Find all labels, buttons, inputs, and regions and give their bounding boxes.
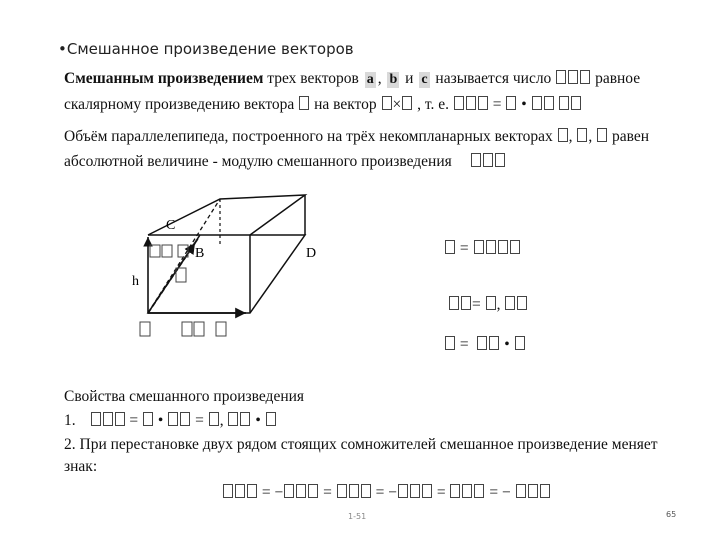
properties-heading: Свойства смешанного произведения	[64, 388, 305, 405]
definition-text-2: называется число	[435, 70, 552, 87]
definition-line-2: скалярному произведению вектора на вектор × , т. е. = •	[64, 96, 582, 114]
formula-glyph-box: , ,	[557, 128, 609, 145]
title-bullet: •	[58, 40, 67, 58]
label-b: B	[195, 246, 205, 261]
definition-text-4: скалярному произведению вектора	[64, 96, 295, 113]
figure-glyph-box	[182, 322, 192, 336]
property-2-cont: знак:	[64, 458, 98, 475]
property-1-number: 1.	[64, 412, 76, 429]
permutation-formula: = − = = − = = −	[222, 484, 551, 502]
parallelepiped-diagram	[120, 185, 340, 345]
definition-term: Смешанным произведением	[64, 70, 264, 87]
title-text: Смешанное произведение векторов	[66, 40, 354, 58]
volume-text-1: Объём параллелепипеда, построенного на трёх некомпланарных векторах	[64, 128, 553, 145]
property-2: 2. При перестановке двух рядом стоящих сомножителей смешанное произведение меняет	[64, 436, 658, 453]
property-1-formula: = • = , •	[90, 412, 277, 429]
volume-dot-formula: = •	[444, 336, 526, 354]
figure-glyph-box	[194, 322, 204, 336]
volume-line-1	[64, 128, 649, 146]
label-d: D	[306, 246, 317, 261]
volume-formula: =	[444, 240, 521, 258]
figure-glyph-box	[216, 322, 226, 336]
formula-glyph-box	[470, 153, 506, 170]
footer-slide-number: 1-51	[348, 512, 367, 521]
definition-text-6: , т. е.	[417, 96, 449, 113]
label-h: h	[132, 274, 139, 289]
vector-b-label: b	[389, 72, 398, 87]
definition-line-1: Смешанным произведением трех векторов a , b и c называется число равное	[64, 70, 641, 87]
figure-glyph-box	[162, 245, 172, 257]
formula-glyph-box	[298, 96, 310, 113]
definition-text-3: равное	[595, 70, 641, 87]
figure-glyph-box	[150, 245, 160, 257]
label-c: C	[166, 218, 176, 233]
definition-text-5: на вектор	[314, 96, 377, 113]
page-number: 65	[666, 510, 677, 519]
figure-glyph-box	[140, 322, 150, 336]
definition-text-1: трех векторов	[267, 70, 359, 87]
formula-glyph-box: = •	[453, 96, 583, 113]
property-1	[64, 412, 277, 430]
formula-glyph-box	[555, 70, 591, 87]
height-formula: = ,	[448, 296, 528, 314]
definition-conj: и	[405, 70, 414, 87]
volume-text-2: равен	[612, 128, 650, 145]
volume-line-2	[64, 153, 506, 171]
vector-b-arrow	[148, 239, 198, 313]
vector-c-label: c	[421, 72, 428, 87]
volume-text-3: абсолютной величине - модулю смешанного произведения	[64, 153, 452, 170]
formula-glyph-box	[381, 96, 393, 113]
vector-a-label: a	[366, 72, 374, 87]
slide-title	[58, 40, 354, 58]
